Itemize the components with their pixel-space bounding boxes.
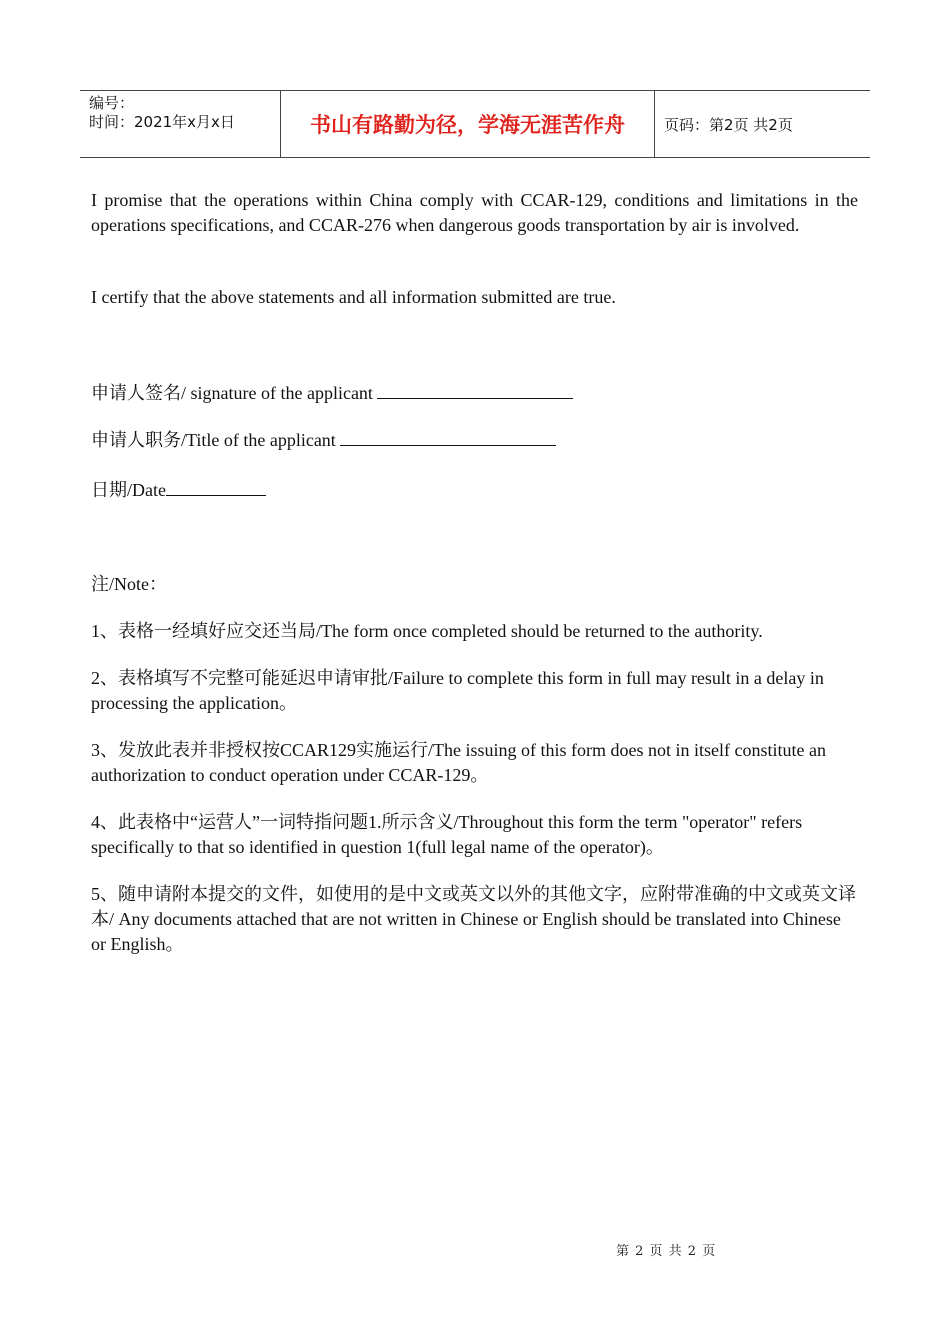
note-item-1: 1、表格一经填好应交还当局/The form once completed should be returned to the authority. [91,621,763,641]
date-blank[interactable] [166,477,266,496]
title-label: 申请人职务/Title of the applicant [91,430,341,450]
note-item-5: 5、随申请附本提交的文件，如使用的是中文或英文以外的其他文字，应附带准确的中文或英文译本/ Any documents attached that are not written in Chinese or English should be translated into Chinese or English。 [91,884,856,954]
page-footer: 第 2 页 共 2 页 [616,1244,717,1259]
signature-line [91,380,573,406]
title-line [91,427,556,453]
title-blank[interactable] [340,427,556,446]
signature-blank[interactable] [377,380,573,399]
header-page-cell [655,91,870,157]
promise-paragraph: I promise that the operations within China comply with CCAR-129, conditions and limitations in the operations specifications, and CCAR-276 when dangerous goods transportation by air is involved. [91,190,858,235]
header-meta-cell [80,91,281,157]
signature-label: 申请人签名/ signature of the applicant [91,383,378,403]
motto-text: 书山有路勤为径，学海无涯苦作舟 [310,113,625,137]
date-label: 日期/Date [91,480,166,500]
certify-paragraph: I certify that the above statements and all information submitted are true. [91,287,616,307]
note-item-3: 3、发放此表并非授权按CCAR129实施运行/The issuing of this form does not in itself constitute an authorization to conduct operation under CCAR-129。 [91,740,826,785]
code-label: 编号： [89,94,135,112]
note-item-2: 2、表格填写不完整可能延迟申请审批/Failure to complete this form in full may result in a delay in processing the application。 [91,668,824,713]
date-line [91,477,266,503]
header-motto-cell [281,91,655,157]
page-label: 页码：第2页 共2页 [664,115,793,134]
notes-heading: 注/Note： [91,574,167,594]
document-header [80,90,870,158]
time-label: 时间：2021年x月x日 [89,113,235,131]
note-item-4: 4、此表格中“运营人”一词特指问题1.所示含义/Throughout this form the term "operator" refers specifically to that so identified in question 1(full legal name of the operator)。 [91,812,803,857]
